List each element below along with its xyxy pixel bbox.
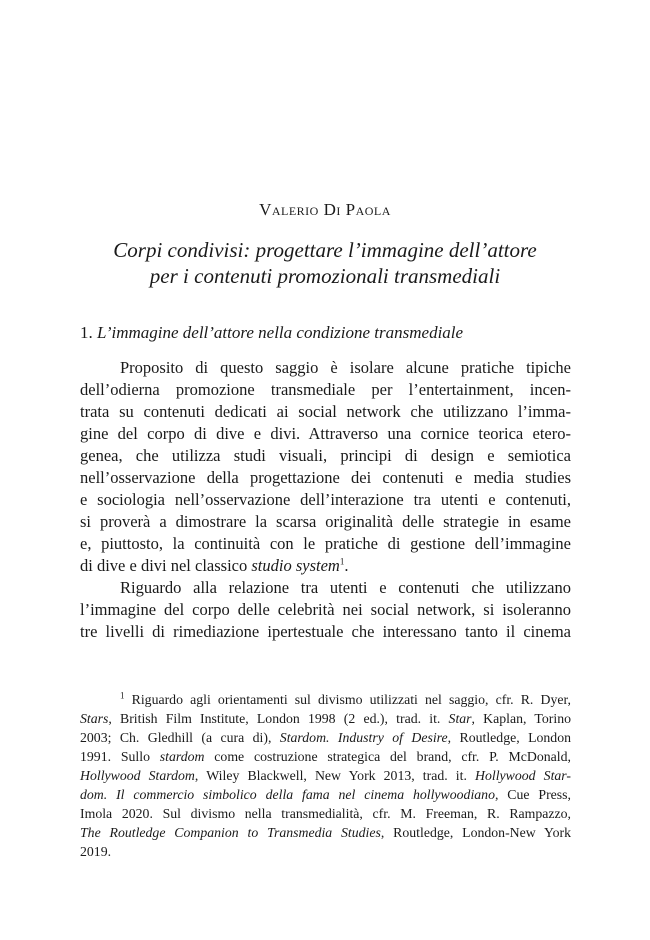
section-number: 1. (80, 323, 93, 342)
italic-term: Star (448, 711, 472, 726)
footnote-line: 2019. (80, 844, 112, 859)
text-line: Riguardo alla relazione tra utenti e contenuti che utilizzano (120, 578, 571, 597)
section-title: L’immagine dell’attore nella condizione transmediale (97, 323, 464, 342)
title-line-1: Corpi condivisi: progettare l’immagine dell’attore (113, 238, 537, 262)
text-run: , British Film Institute, London 1998 (2 ed.), trad. it. (108, 711, 449, 726)
text-line: si proverà a dimostrare la scarsa originalità delle strategie in esame (80, 512, 571, 531)
footnote-line (80, 766, 571, 785)
section-heading (80, 323, 580, 343)
text-line (80, 555, 571, 577)
text-line: l’immagine del corpo delle celebrità nei social network, si isoleranno (80, 600, 571, 619)
text-line: tre livelli di rimediazione ipertestuale che interessano tanto il cinema (80, 622, 571, 641)
footnote-line (80, 785, 571, 804)
article-title (0, 237, 650, 289)
text-line: dell’odierna promozione transmediale per l’entertainment, incen- (80, 380, 571, 399)
body-text (80, 357, 571, 643)
text-line: e sociologia nell’osservazione dell’interazione tra utenti e contenuti, (80, 490, 571, 509)
footnote-line (80, 709, 571, 728)
text-run: , Cue Press, (494, 787, 571, 802)
footnote (80, 690, 571, 861)
text-run: , Wiley Blackwell, New York 2013, trad. it. (194, 768, 476, 783)
text-line: genea, che utilizza studi visuali, principi di design e semiotica (80, 446, 571, 465)
text-run: 1991. Sullo (80, 749, 160, 764)
italic-term: The Routledge Companion to Transmedia Studies (80, 825, 381, 840)
footnote-line: Imola 2020. Sul divismo nella transmedialità, cfr. M. Freeman, R. Rampazzo, (80, 806, 571, 821)
footnote-marker: 1 (120, 690, 125, 701)
text-line: e, piuttosto, la continuità con le pratiche di gestione dell’immagine (80, 534, 571, 553)
text-run: , Routledge, London (447, 730, 571, 745)
paragraph-2 (80, 577, 571, 643)
author-name: Valerio Di Paola (259, 200, 391, 219)
italic-term: stardom (159, 749, 205, 764)
italic-term: Hollywood Stardom (80, 768, 195, 783)
text-run: 2003; Ch. Gledhill (a cura di), (80, 730, 280, 745)
title-line-2: per i contenuti promozionali transmediali (149, 264, 501, 288)
italic-term: Stars (80, 711, 109, 726)
text-line: nell’osservazione della progettazione dei contenuti e media studies (80, 468, 571, 487)
text-line: trata su contenuti dedicati ai social network che utilizzano l’imma- (80, 402, 571, 421)
italic-term: dom. Il commercio simbolico della fama nel cinema hollywoodiano (80, 787, 495, 802)
text-run: , Routledge, London-New York (380, 825, 571, 840)
text-run: come costruzione strategica del brand, cfr. P. McDonald, (204, 749, 571, 764)
footnote-line (80, 690, 571, 709)
italic-term: Stardom. Industry of Desire (279, 730, 448, 745)
text-run: , Kaplan, Torino (471, 711, 571, 726)
paragraph-1 (80, 357, 571, 577)
footnote-line (80, 823, 571, 842)
text-run: Riguardo agli orientamenti sul divismo utilizzati nel saggio, cfr. R. Dyer, (124, 692, 571, 707)
text-line: Proposito di questo saggio è isolare alcune pratiche tipiche (120, 358, 571, 377)
italic-term: Hollywood Star- (475, 768, 571, 783)
footnote-line (80, 747, 571, 766)
text-line: gine del corpo di dive e divi. Attraverso una cornice teorica etero- (80, 424, 571, 443)
footnote-line (80, 728, 571, 747)
italic-term: studio system (251, 556, 340, 575)
text-run: di dive e divi nel classico (80, 556, 252, 575)
footnote-ref[interactable]: 1 (339, 556, 345, 567)
text-run: . (344, 556, 349, 575)
